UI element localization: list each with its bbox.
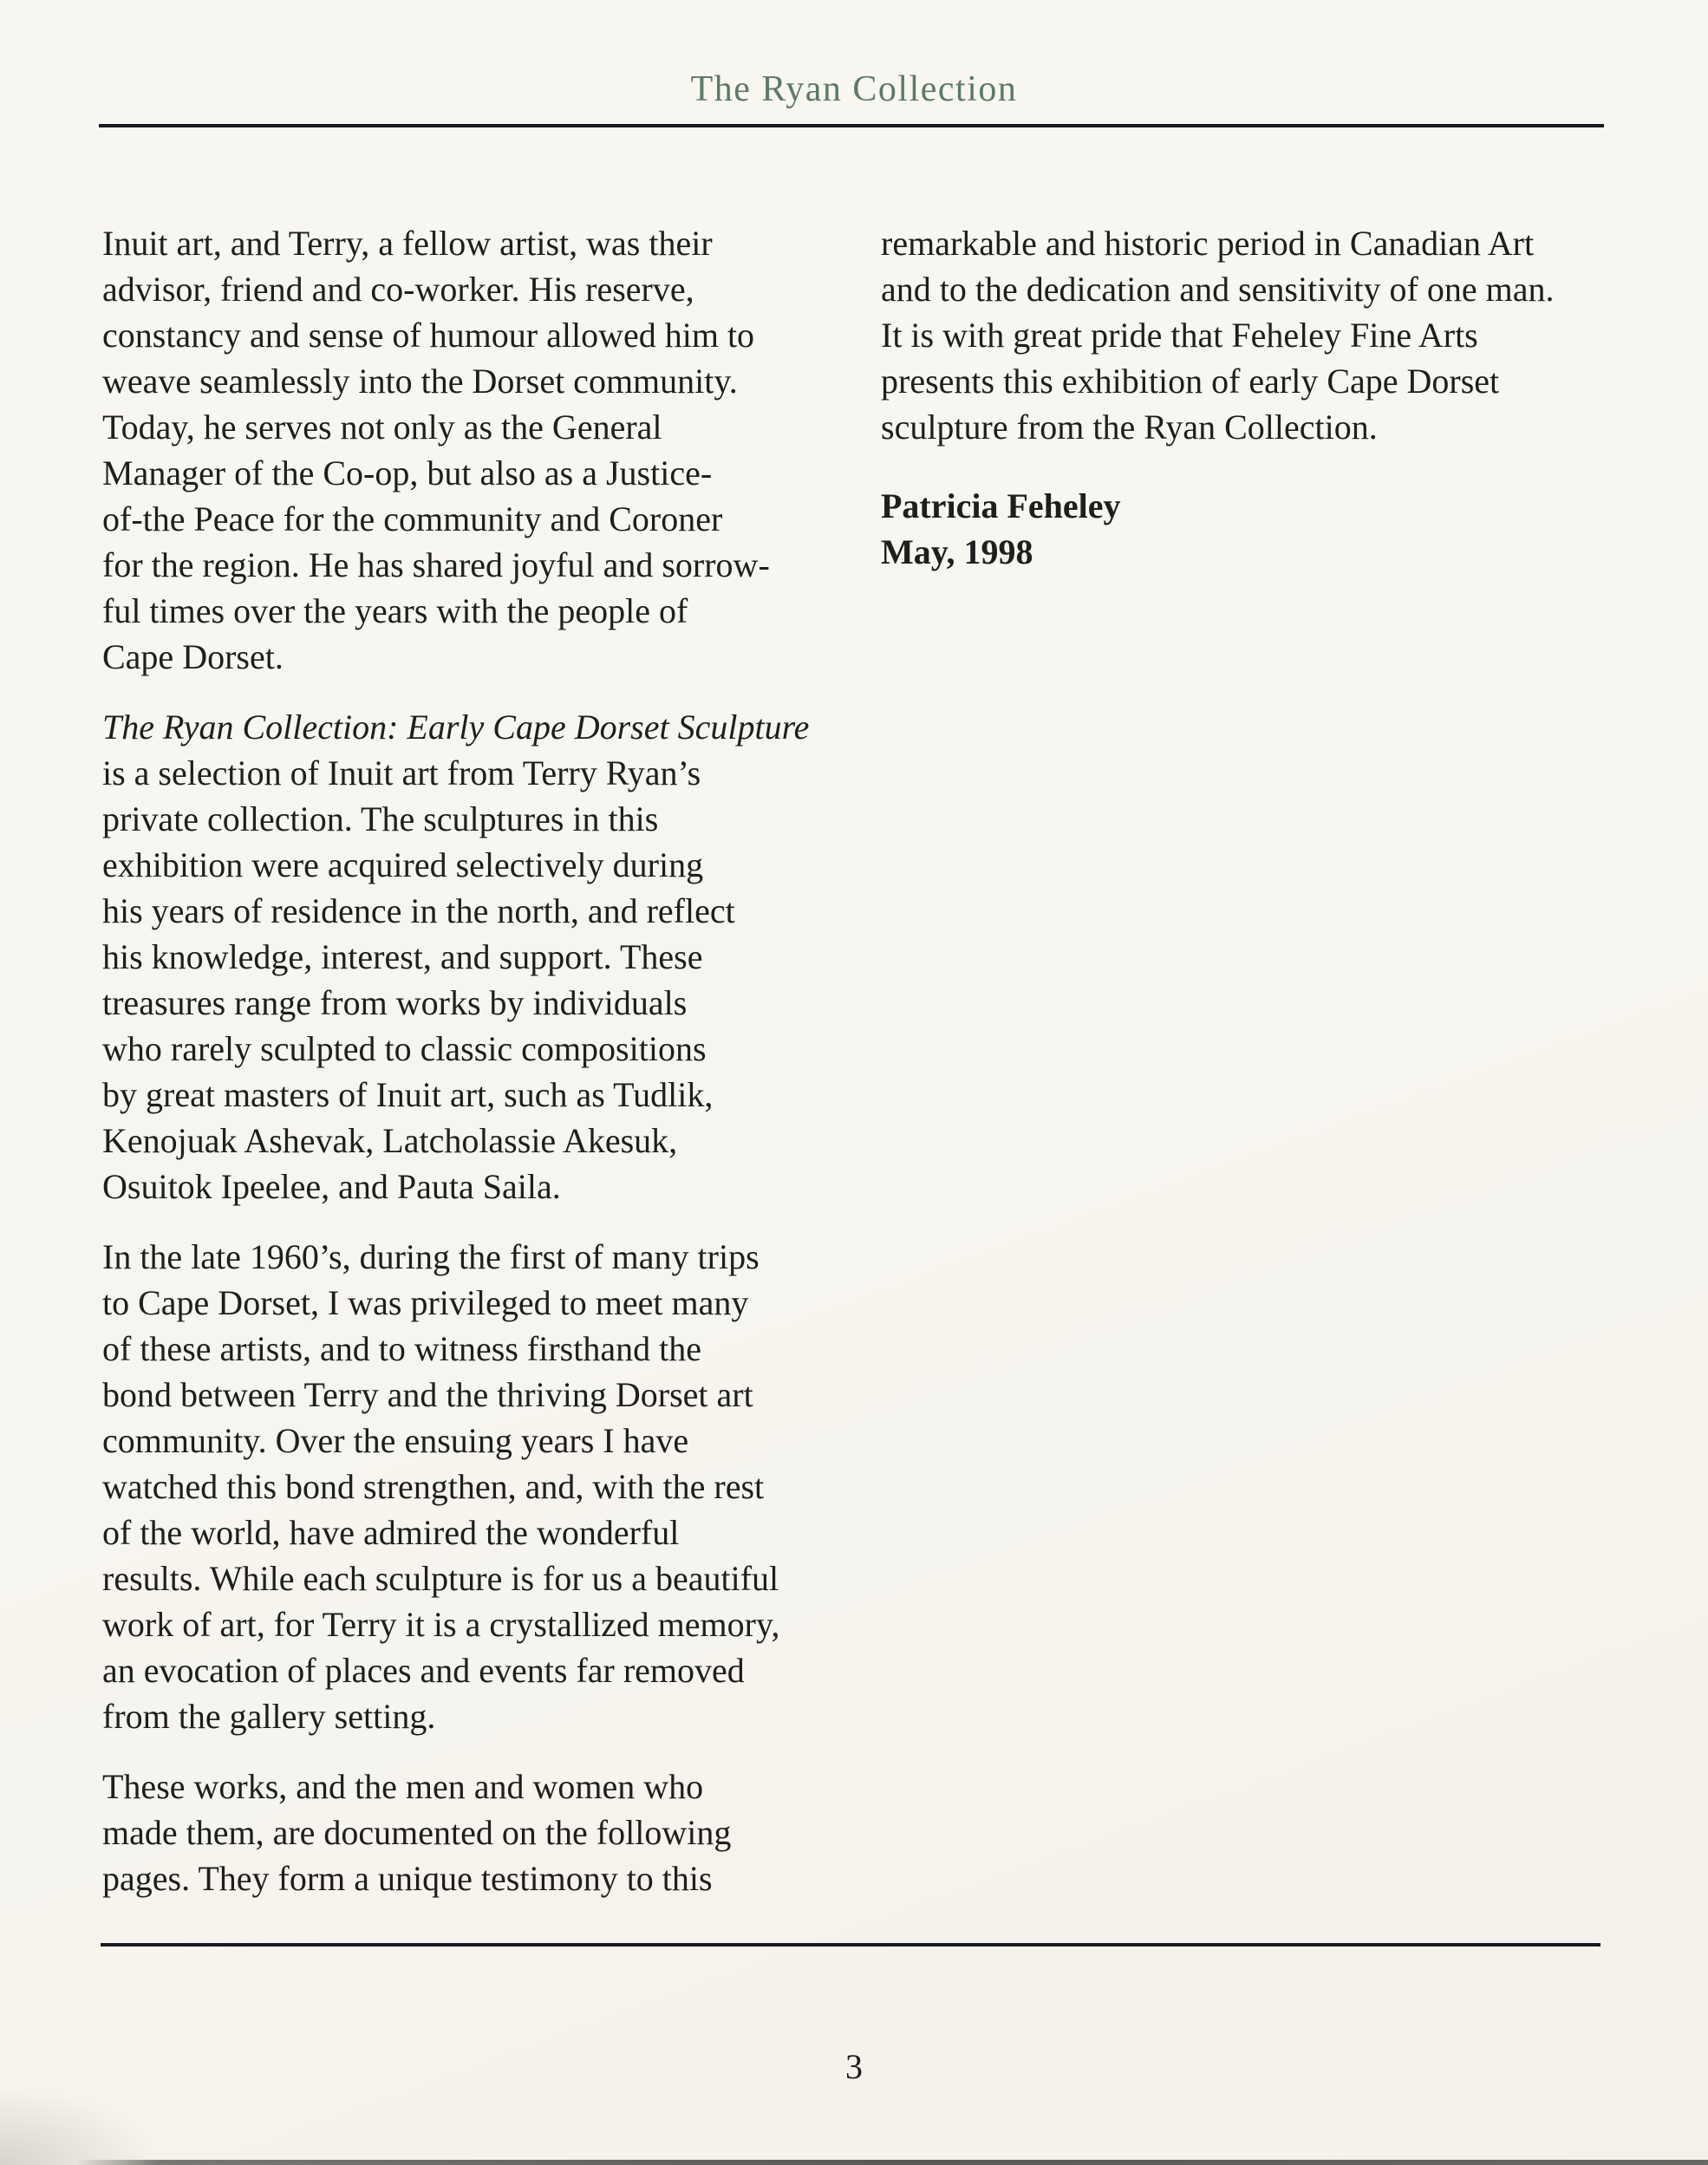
text-line: to Cape Dorset, I was privileged to meet many [102,1283,749,1322]
text-line: Osuitok Ipeelee, and Pauta Saila. [102,1167,561,1206]
text-line: constancy and sense of humour allowed him to [102,316,755,355]
text-line: These works, and the men and women who [102,1767,704,1806]
text-line: bond between Terry and the thriving Dorset art [102,1375,753,1414]
page-title: The Ryan Collection [690,69,1018,109]
text-line: his knowledge, interest, and support. These [102,937,703,976]
text-line: Kenojuak Ashevak, Latcholassie Akesuk, [102,1121,678,1160]
text-line: community. Over the ensuing years I have [102,1421,689,1460]
text-line: presents this exhibition of early Cape Dorset [881,362,1500,401]
header-rule [99,124,1604,127]
body-paragraph [881,220,1644,450]
body-paragraph [102,220,857,680]
text-line: an evocation of places and events far removed [102,1651,745,1690]
body-paragraph [102,1764,857,1901]
text-line: weave seamlessly into the Dorset community. [102,362,738,401]
text-line: by great masters of Inuit art, such as Tudlik, [102,1075,714,1114]
text-line: watched this bond strengthen, and, with the rest [102,1467,765,1506]
body-paragraph [102,1234,857,1739]
text-line: It is with great pride that Feheley Fine Arts [881,316,1478,355]
right-text-column [881,220,1644,599]
page-number: 3 [845,2047,863,2086]
text-line: for the region. He has shared joyful and sorrow- [102,545,770,584]
text-line: his years of residence in the north, and reflect [102,891,735,930]
text-line: made them, are documented on the following [102,1813,732,1852]
text-line: treasures range from works by individuals [102,983,688,1022]
body-paragraph [102,704,857,1210]
text-line: private collection. The sculptures in this [102,799,659,838]
text-line: ful times over the years with the people of [102,591,688,630]
text-line: results. While each sculpture is for us a beautiful [102,1559,779,1598]
text-line: work of art, for Terry it is a crystallized memory, [102,1605,780,1644]
text-line: sculpture from the Ryan Collection. [881,408,1378,447]
footer-rule [101,1943,1600,1947]
left-text-column [102,220,857,1926]
text-line: In the late 1960’s, during the first of many trips [102,1237,759,1276]
scan-bottom-edge [76,2160,1708,2165]
text-line: of the world, have admired the wonderful [102,1513,680,1552]
text-line: is a selection of Inuit art from Terry Ryan’s [102,753,701,792]
text-line: May, 1998 [881,532,1033,571]
text-line: advisor, friend and co-worker. His reserve, [102,270,694,309]
text-line: Manager of the Co-op, but also as a Justice- [102,453,713,492]
text-line: pages. They form a unique testimony to this [102,1859,713,1898]
text-line: from the gallery setting. [102,1697,436,1736]
text-line: and to the dedication and sensitivity of one man. [881,270,1555,309]
text-line: Inuit art, and Terry, a fellow artist, was their [102,224,713,263]
text-line: exhibition were acquired selectively during [102,845,704,884]
text-line: Patricia Feheley [881,486,1121,525]
signature-block [881,483,1644,575]
text-line: of-the Peace for the community and Coroner [102,499,723,538]
text-line: Today, he serves not only as the General [102,408,662,447]
text-line: who rarely sculpted to classic compositions [102,1029,707,1068]
text-line: of these artists, and to witness firsthand the [102,1329,701,1368]
text-line: Cape Dorset. [102,637,284,676]
text-line: remarkable and historic period in Canadian Art [881,224,1535,263]
text-line: The Ryan Collection: Early Cape Dorset Sculpture [102,708,810,747]
scan-corner-shadow [0,2087,156,2165]
